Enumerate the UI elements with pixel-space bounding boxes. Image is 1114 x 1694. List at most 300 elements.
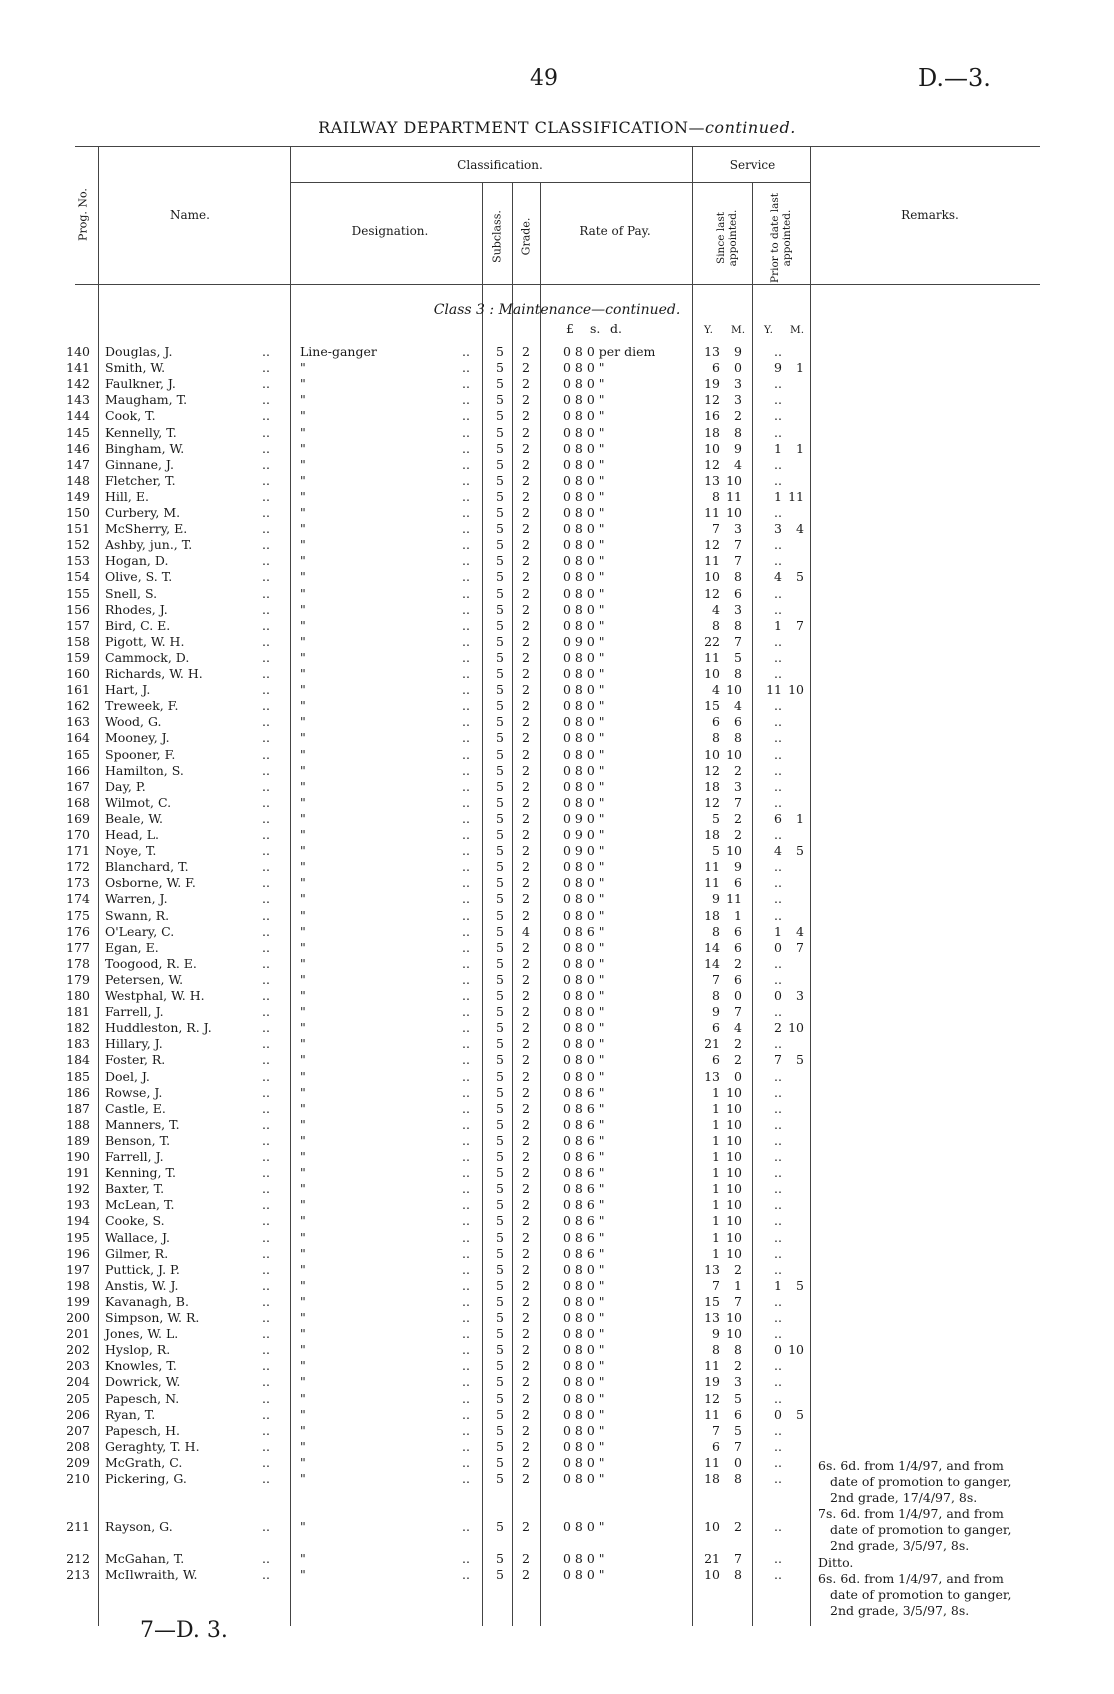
cell-pm: 5 <box>796 843 804 859</box>
cell-py: .. <box>774 875 782 891</box>
cell-sy: 1 <box>712 1229 720 1245</box>
cell-sy: 5 <box>712 810 720 826</box>
cell-grade: 2 <box>522 1471 530 1486</box>
cell-num: 212 <box>66 1551 90 1567</box>
cell-sm: 5 <box>734 649 742 665</box>
cell-pay: 0 8 0 " <box>563 988 605 1003</box>
cell-sm: 10 <box>726 505 742 520</box>
cell-name: Toogood, R. E. <box>105 955 197 971</box>
cell-pay: 0 8 0 " <box>563 875 605 891</box>
leader-dots: .. <box>462 472 470 488</box>
cell-num: 184 <box>66 1052 90 1068</box>
cell-sm: 6 <box>734 939 742 955</box>
cell-name: Farrell, J. <box>105 1004 164 1020</box>
leader-dots: .. <box>462 1293 470 1309</box>
cell-num: 211 <box>66 1519 90 1535</box>
cell-num: 152 <box>66 537 90 553</box>
cell-num: 179 <box>66 971 90 987</box>
cell-pay: 0 8 0 " <box>563 1358 605 1374</box>
cell-num: 169 <box>66 810 90 826</box>
cell-sub: 5 <box>496 1084 504 1100</box>
leader-dots: .. <box>462 1229 470 1245</box>
cell-sm: 2 <box>734 955 742 971</box>
unit-pence: d. <box>610 321 622 336</box>
cell-pay: 0 9 0 " <box>563 633 605 649</box>
cell-sy: 15 <box>704 698 720 714</box>
cell-desig: " <box>300 1068 306 1084</box>
cell-sub: 5 <box>496 1358 504 1374</box>
leader-dots: .. <box>462 730 470 746</box>
cell-num: 201 <box>66 1326 90 1342</box>
remark-line: 2nd grade, 17/4/97, 8s. <box>830 1490 978 1505</box>
cell-desig: " <box>300 1149 306 1164</box>
cell-desig: " <box>300 698 306 714</box>
cell-sm: 4 <box>734 698 742 714</box>
cell-sub: 5 <box>496 1181 504 1197</box>
cell-desig: " <box>300 1567 306 1583</box>
cell-desig: " <box>300 553 306 569</box>
leader-dots: .. <box>462 1471 470 1486</box>
cell-sm: 8 <box>734 1342 742 1358</box>
cell-grade: 2 <box>522 521 530 537</box>
cell-py: .. <box>774 1551 782 1567</box>
cell-name: Smith, W. <box>105 360 166 376</box>
cell-desig: " <box>300 1310 306 1325</box>
cell-desig: " <box>300 440 306 456</box>
cell-sub: 5 <box>496 891 504 907</box>
col-rule-since <box>752 182 753 1626</box>
cell-sm: 3 <box>734 601 742 617</box>
cell-num: 206 <box>66 1406 90 1422</box>
cell-sm: 5 <box>734 1422 742 1438</box>
unit-years-since: Y. <box>704 324 713 336</box>
cell-name: Noye, T. <box>105 843 157 859</box>
cell-desig: " <box>300 714 306 730</box>
col-rule-name <box>290 146 291 1626</box>
cell-py: .. <box>774 1084 782 1100</box>
leader-dots: .. <box>262 1084 270 1100</box>
cell-py: .. <box>774 456 782 472</box>
leader-dots: .. <box>262 1100 270 1116</box>
cell-num: 186 <box>66 1084 90 1100</box>
cell-pay: 0 8 0 " <box>563 456 605 472</box>
cell-sub: 5 <box>496 617 504 633</box>
cell-py: 1 <box>774 1277 782 1293</box>
cell-grade: 2 <box>522 1068 530 1084</box>
cell-sy: 1 <box>712 1149 720 1164</box>
cell-pay: 0 8 0 " <box>563 1471 605 1486</box>
cell-py: .. <box>774 1471 782 1486</box>
leader-dots: .. <box>262 810 270 826</box>
cell-desig: " <box>300 1116 306 1132</box>
cell-pay: 0 8 6 " <box>563 1165 605 1181</box>
leader-dots: .. <box>262 730 270 746</box>
cell-py: .. <box>774 714 782 730</box>
cell-name: Maugham, T. <box>105 392 188 408</box>
cell-sub: 5 <box>496 649 504 665</box>
cell-py: .. <box>774 746 782 762</box>
leader-dots: .. <box>462 617 470 633</box>
cell-pay: 0 8 0 " <box>563 1004 605 1020</box>
leader-dots: .. <box>262 1567 270 1583</box>
cell-grade: 2 <box>522 537 530 553</box>
cell-grade: 2 <box>522 1052 530 1068</box>
cell-py: .. <box>774 344 782 359</box>
cell-num: 191 <box>66 1165 90 1181</box>
cell-pm: 10 <box>788 682 804 698</box>
cell-sy: 6 <box>712 1052 720 1068</box>
leader-dots: .. <box>462 569 470 585</box>
cell-sy: 10 <box>704 569 720 585</box>
cell-desig: Line-ganger <box>300 344 377 359</box>
col-rule-sub <box>512 182 513 1626</box>
cell-py: .. <box>774 666 782 681</box>
leader-dots: .. <box>462 505 470 520</box>
remark-line: date of promotion to ganger, <box>830 1522 1012 1537</box>
cell-desig: " <box>300 649 306 665</box>
cell-py: .. <box>774 424 782 440</box>
leader-dots: .. <box>262 923 270 939</box>
cell-sy: 19 <box>704 1374 720 1390</box>
cell-grade: 2 <box>522 939 530 955</box>
cell-name: Cooke, S. <box>105 1213 165 1229</box>
cell-desig: " <box>300 1020 306 1036</box>
cell-sub: 5 <box>496 1390 504 1406</box>
cell-sy: 18 <box>704 778 720 794</box>
cell-sy: 11 <box>704 859 720 875</box>
cell-sub: 5 <box>496 730 504 746</box>
leader-dots: .. <box>462 456 470 472</box>
cell-pay: 0 8 0 " <box>563 408 605 424</box>
cell-num: 197 <box>66 1261 90 1277</box>
cell-sy: 7 <box>712 1277 720 1293</box>
cell-sub: 5 <box>496 1454 504 1470</box>
cell-name: Wallace, J. <box>105 1229 171 1245</box>
cell-desig: " <box>300 505 306 520</box>
cell-sm: 11 <box>726 488 742 504</box>
cell-desig: " <box>300 1471 306 1486</box>
leader-dots: .. <box>262 1197 270 1213</box>
cell-sm: 10 <box>726 1326 742 1342</box>
cell-desig: " <box>300 730 306 746</box>
leader-dots: .. <box>462 424 470 440</box>
cell-sub: 5 <box>496 1310 504 1325</box>
leader-dots: .. <box>462 408 470 424</box>
cell-sy: 12 <box>704 762 720 778</box>
leader-dots: .. <box>462 633 470 649</box>
remark-line: 6s. 6d. from 1/4/97, and from <box>818 1571 1004 1586</box>
cell-sub: 5 <box>496 1100 504 1116</box>
cell-py: .. <box>774 1229 782 1245</box>
cell-name: Simpson, W. R. <box>105 1310 200 1325</box>
cell-py: .. <box>774 1004 782 1020</box>
cell-py: .. <box>774 1390 782 1406</box>
leader-dots: .. <box>462 891 470 907</box>
cell-sy: 6 <box>712 360 720 376</box>
cell-num: 202 <box>66 1342 90 1358</box>
cell-py: 0 <box>774 939 782 955</box>
cell-sy: 10 <box>704 666 720 681</box>
cell-num: 146 <box>66 440 90 456</box>
cell-grade: 2 <box>522 859 530 875</box>
cell-name: Hart, J. <box>105 682 151 698</box>
cell-desig: " <box>300 1213 306 1229</box>
header-subclass: Subclass. <box>490 210 504 263</box>
cell-num: 190 <box>66 1149 90 1164</box>
cell-sm: 2 <box>734 762 742 778</box>
cell-num: 172 <box>66 859 90 875</box>
cell-desig: " <box>300 794 306 810</box>
cell-sy: 1 <box>712 1197 720 1213</box>
cell-name: Farrell, J. <box>105 1149 164 1164</box>
cell-desig: " <box>300 585 306 601</box>
leader-dots: .. <box>462 1551 470 1567</box>
cell-py: .. <box>774 1068 782 1084</box>
cell-desig: " <box>300 1181 306 1197</box>
leader-dots: .. <box>262 569 270 585</box>
cell-name: Hillary, J. <box>105 1036 163 1052</box>
cell-num: 163 <box>66 714 90 730</box>
service-rule <box>692 182 810 183</box>
cell-sm: 6 <box>734 1406 742 1422</box>
remark-212 <box>818 1555 1058 1571</box>
cell-grade: 2 <box>522 1358 530 1374</box>
cell-sm: 3 <box>734 778 742 794</box>
page-number: 49 <box>530 66 558 91</box>
cell-pm: 4 <box>796 923 804 939</box>
cell-sm: 4 <box>734 1020 742 1036</box>
leader-dots: .. <box>462 907 470 923</box>
cell-py: 1 <box>774 617 782 633</box>
cell-num: 185 <box>66 1068 90 1084</box>
cell-pay: 0 8 6 " <box>563 1181 605 1197</box>
leader-dots: .. <box>262 1471 270 1486</box>
cell-sy: 1 <box>712 1213 720 1229</box>
cell-pay: 0 8 0 per diem <box>563 344 656 359</box>
col-rule-pay <box>692 146 693 1626</box>
leader-dots: .. <box>462 810 470 826</box>
cell-sy: 13 <box>704 344 720 359</box>
page-title <box>0 118 1114 137</box>
leader-dots: .. <box>462 1245 470 1261</box>
cell-num: 162 <box>66 698 90 714</box>
cell-desig: " <box>300 923 306 939</box>
cell-sm: 10 <box>726 1100 742 1116</box>
leader-dots: .. <box>462 1052 470 1068</box>
leader-dots: .. <box>262 939 270 955</box>
cell-desig: " <box>300 875 306 891</box>
cell-py: .. <box>774 1293 782 1309</box>
leader-dots: .. <box>262 1116 270 1132</box>
cell-num: 178 <box>66 955 90 971</box>
cell-sy: 15 <box>704 1293 720 1309</box>
cell-name: Snell, S. <box>105 585 158 601</box>
remark-line: 6s. 6d. from 1/4/97, and from <box>818 1458 1004 1473</box>
cell-grade: 2 <box>522 649 530 665</box>
cell-pay: 0 8 6 " <box>563 1084 605 1100</box>
cell-grade: 2 <box>522 1036 530 1052</box>
cell-num: 187 <box>66 1100 90 1116</box>
cell-name: McIlwraith, W. <box>105 1567 198 1583</box>
leader-dots: .. <box>462 1213 470 1229</box>
leader-dots: .. <box>262 1390 270 1406</box>
cell-py: 4 <box>774 569 782 585</box>
cell-desig: " <box>300 1229 306 1245</box>
cell-name: Kenning, T. <box>105 1165 176 1181</box>
leader-dots: .. <box>462 1100 470 1116</box>
cell-num: 159 <box>66 649 90 665</box>
cell-sm: 10 <box>726 1310 742 1325</box>
cell-sm: 7 <box>734 1293 742 1309</box>
cell-sub: 5 <box>496 1438 504 1454</box>
remark-line: date of promotion to ganger, <box>830 1587 1012 1602</box>
leader-dots: .. <box>262 955 270 971</box>
cell-sub: 5 <box>496 746 504 762</box>
leader-dots: .. <box>462 1068 470 1084</box>
cell-sy: 8 <box>712 488 720 504</box>
cell-sm: 10 <box>726 682 742 698</box>
cell-sm: 4 <box>734 456 742 472</box>
cell-num: 143 <box>66 392 90 408</box>
cell-pay: 0 8 0 " <box>563 666 605 681</box>
cell-desig: " <box>300 601 306 617</box>
leader-dots: .. <box>462 1454 470 1470</box>
cell-grade: 2 <box>522 633 530 649</box>
cell-pay: 0 8 6 " <box>563 1100 605 1116</box>
cell-sub: 5 <box>496 1165 504 1181</box>
cell-desig: " <box>300 521 306 537</box>
cell-num: 207 <box>66 1422 90 1438</box>
cell-sm: 9 <box>734 440 742 456</box>
cell-name: Pigott, W. H. <box>105 633 185 649</box>
cell-sub: 5 <box>496 859 504 875</box>
cell-desig: " <box>300 778 306 794</box>
cell-py: .. <box>774 553 782 569</box>
cell-sub: 5 <box>496 1326 504 1342</box>
cell-grade: 2 <box>522 955 530 971</box>
cell-sy: 5 <box>712 843 720 859</box>
cell-sub: 5 <box>496 762 504 778</box>
cell-pay: 0 8 0 " <box>563 1052 605 1068</box>
cell-desig: " <box>300 682 306 698</box>
cell-desig: " <box>300 424 306 440</box>
cell-pay: 0 8 0 " <box>563 778 605 794</box>
cell-name: Hill, E. <box>105 488 149 504</box>
cell-num: 153 <box>66 553 90 569</box>
leader-dots: .. <box>462 392 470 408</box>
cell-grade: 2 <box>522 907 530 923</box>
cell-py: .. <box>774 537 782 553</box>
cell-py: .. <box>774 1132 782 1148</box>
cell-name: Rowse, J. <box>105 1084 163 1100</box>
cell-pm: 5 <box>796 1277 804 1293</box>
cell-desig: " <box>300 1197 306 1213</box>
cell-sub: 5 <box>496 682 504 698</box>
cell-py: .. <box>774 1213 782 1229</box>
cell-grade: 2 <box>522 617 530 633</box>
cell-sub: 5 <box>496 392 504 408</box>
cell-grade: 2 <box>522 714 530 730</box>
cell-pm: 7 <box>796 617 804 633</box>
leader-dots: .. <box>262 714 270 730</box>
cell-pm: 10 <box>788 1020 804 1036</box>
cell-desig: " <box>300 1084 306 1100</box>
cell-grade: 2 <box>522 1326 530 1342</box>
cell-pay: 0 8 0 " <box>563 794 605 810</box>
cell-sm: 8 <box>734 666 742 681</box>
cell-py: 11 <box>766 682 782 698</box>
cell-desig: " <box>300 488 306 504</box>
cell-sub: 5 <box>496 601 504 617</box>
cell-num: 196 <box>66 1245 90 1261</box>
cell-sub: 5 <box>496 843 504 859</box>
leader-dots: .. <box>462 875 470 891</box>
cell-pay: 0 8 0 " <box>563 472 605 488</box>
leader-dots: .. <box>462 649 470 665</box>
leader-dots: .. <box>262 1454 270 1470</box>
cell-py: .. <box>774 859 782 875</box>
cell-num: 155 <box>66 585 90 601</box>
footer-signature: 7—D. 3. <box>140 1618 228 1643</box>
cell-grade: 2 <box>522 376 530 392</box>
leader-dots: .. <box>262 746 270 762</box>
cell-num: 180 <box>66 988 90 1003</box>
cell-num: 157 <box>66 617 90 633</box>
cell-num: 145 <box>66 424 90 440</box>
leader-dots: .. <box>262 1374 270 1390</box>
cell-desig: " <box>300 1036 306 1052</box>
leader-dots: .. <box>262 1004 270 1020</box>
cell-num: 198 <box>66 1277 90 1293</box>
cell-sub: 5 <box>496 1293 504 1309</box>
cell-sm: 10 <box>726 1213 742 1229</box>
cell-grade: 2 <box>522 472 530 488</box>
leader-dots: .. <box>462 1406 470 1422</box>
cell-grade: 2 <box>522 1454 530 1470</box>
cell-pay: 0 8 0 " <box>563 1374 605 1390</box>
cell-pay: 0 8 0 " <box>563 601 605 617</box>
leader-dots: .. <box>462 1374 470 1390</box>
leader-dots: .. <box>462 988 470 1003</box>
cell-sub: 5 <box>496 456 504 472</box>
cell-pm: 1 <box>796 360 804 376</box>
cell-py: .. <box>774 1149 782 1164</box>
cell-name: Doel, J. <box>105 1068 150 1084</box>
cell-grade: 2 <box>522 1342 530 1358</box>
leader-dots: .. <box>262 392 270 408</box>
cell-pay: 0 8 0 " <box>563 714 605 730</box>
cell-sy: 10 <box>704 746 720 762</box>
cell-num: 213 <box>66 1567 90 1583</box>
cell-num: 141 <box>66 360 90 376</box>
cell-py: .. <box>774 778 782 794</box>
cell-num: 177 <box>66 939 90 955</box>
cell-desig: " <box>300 392 306 408</box>
cell-num: 148 <box>66 472 90 488</box>
cell-num: 193 <box>66 1197 90 1213</box>
cell-sm: 10 <box>726 1084 742 1100</box>
col-rule-grade <box>540 182 541 1626</box>
cell-sm: 2 <box>734 810 742 826</box>
cell-grade: 2 <box>522 1084 530 1100</box>
cell-pm: 4 <box>796 521 804 537</box>
unit-months-prior: M. <box>790 324 805 336</box>
cell-sm: 0 <box>734 1454 742 1470</box>
cell-py: .. <box>774 633 782 649</box>
cell-num: 167 <box>66 778 90 794</box>
leader-dots: .. <box>262 1358 270 1374</box>
cell-py: .. <box>774 827 782 842</box>
